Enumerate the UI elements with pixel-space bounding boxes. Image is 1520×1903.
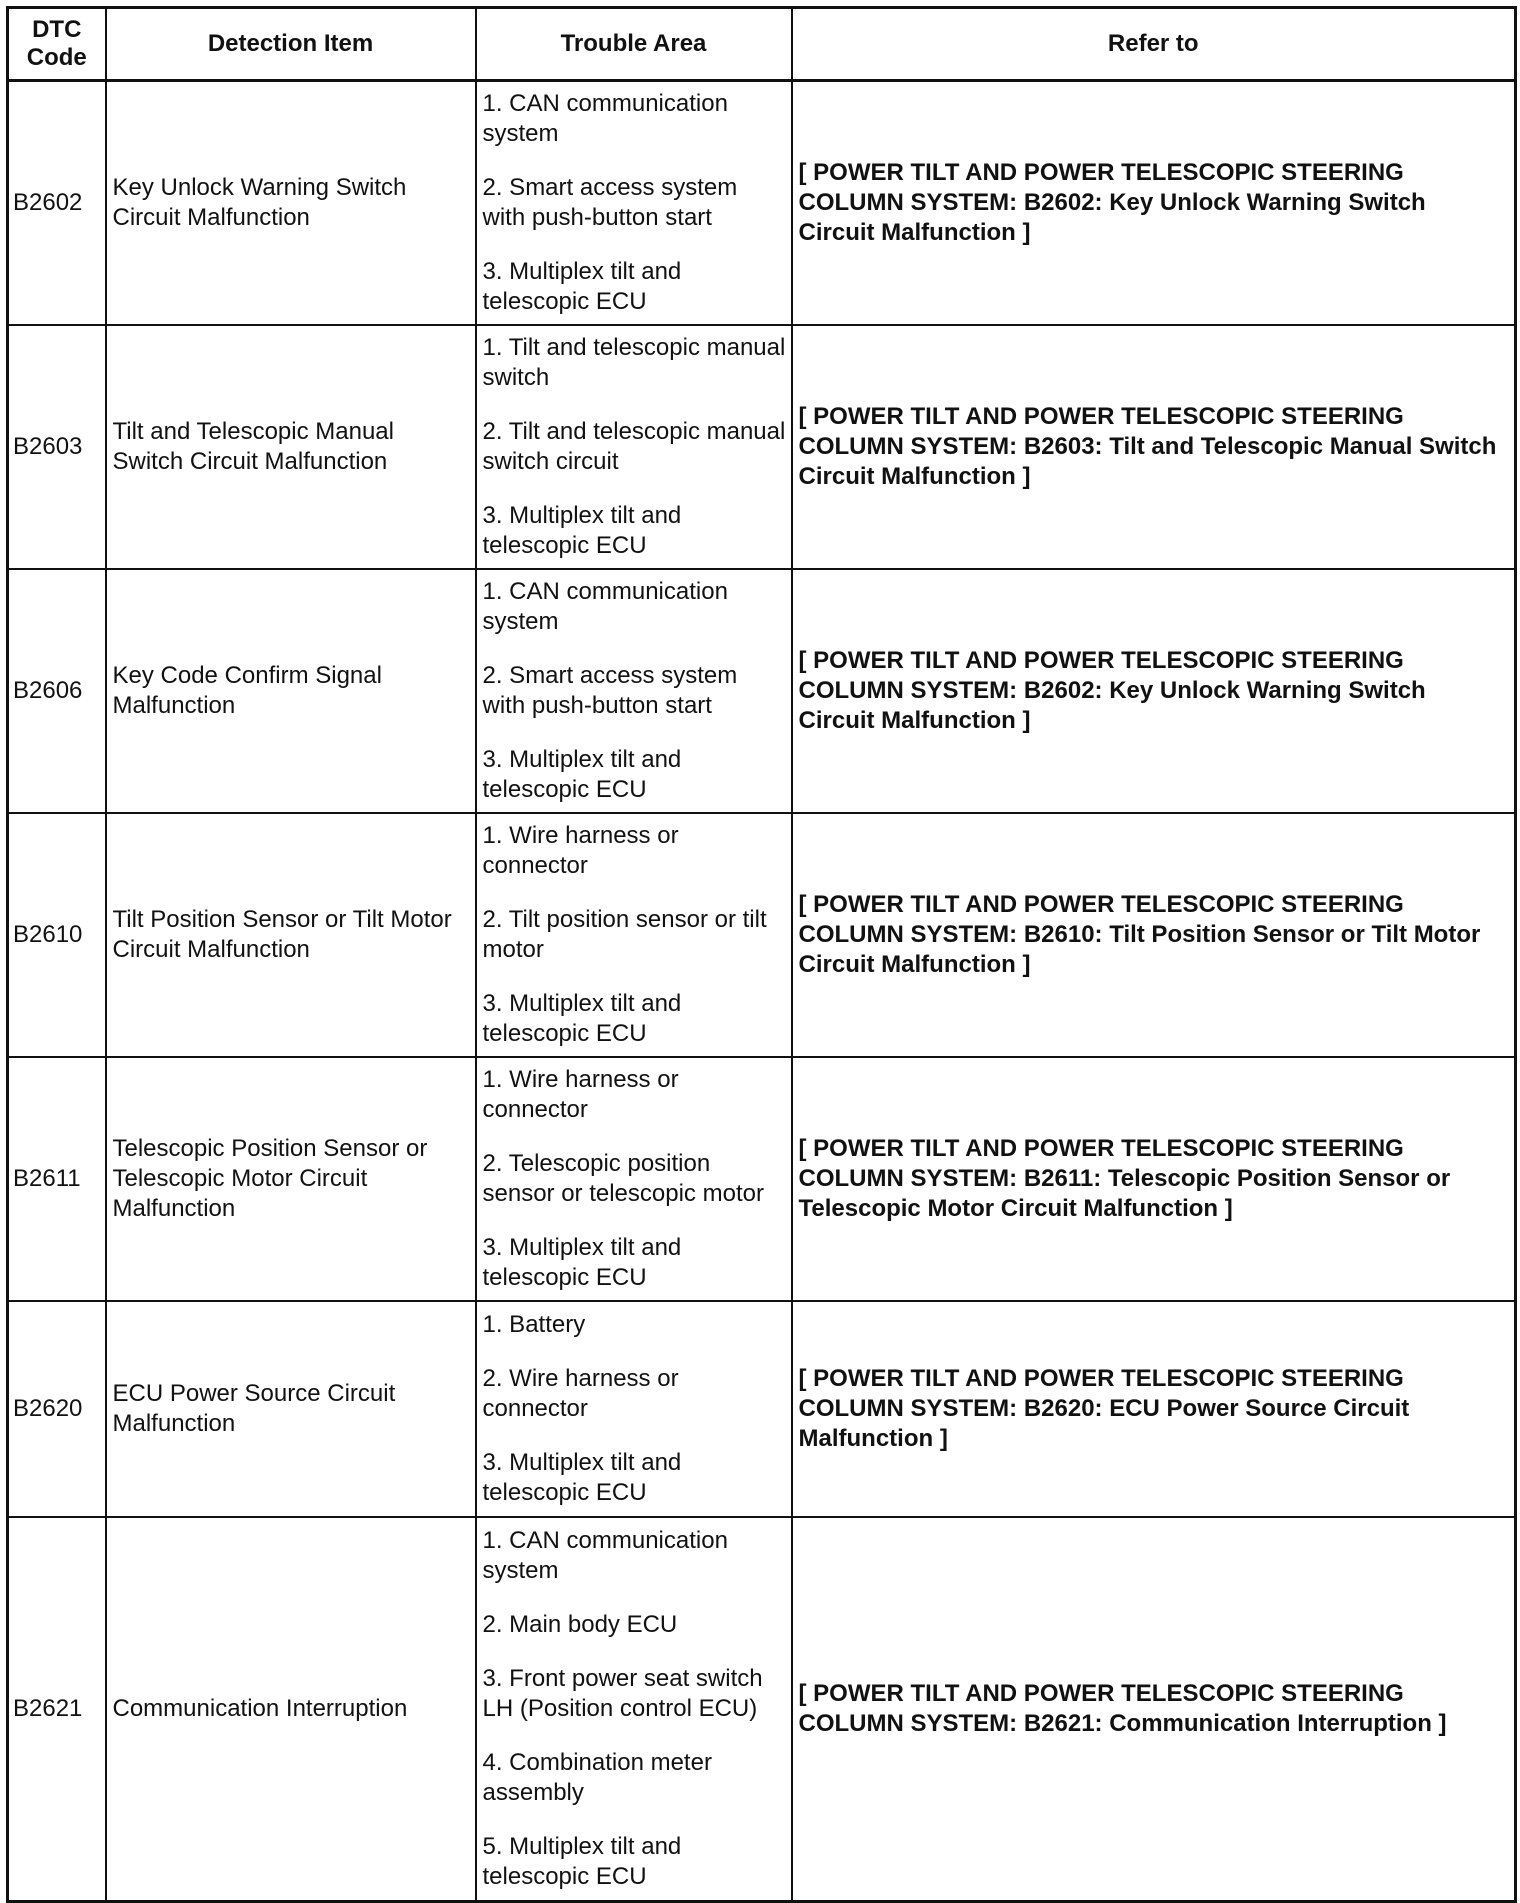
trouble-area-item: 1. Wire harness or connector <box>482 1066 679 1123</box>
refer-to-link[interactable]: [ POWER TILT AND POWER TELESCOPIC STEERING COLUMN SYSTEM: B2621: Communication Interruption ] <box>792 1517 1516 1902</box>
dtc-code-cell: B2610 <box>8 813 106 1057</box>
refer-to-link[interactable]: [ POWER TILT AND POWER TELESCOPIC STEERING COLUMN SYSTEM: B2610: Tilt Position Sensor or Tilt Motor Circuit Malfunction ] <box>792 813 1516 1057</box>
trouble-area-item: 2. Smart access system with push-button start <box>482 174 738 231</box>
refer-to-link[interactable]: [ POWER TILT AND POWER TELESCOPIC STEERING COLUMN SYSTEM: B2603: Tilt and Telescopic Manual Switch Circuit Malfunction ] <box>792 325 1516 569</box>
table-row <box>8 813 1516 1057</box>
table-row <box>8 1301 1516 1517</box>
trouble-area-item: 3. Multiplex tilt and telescopic ECU <box>482 502 682 559</box>
refer-to-link[interactable]: [ POWER TILT AND POWER TELESCOPIC STEERING COLUMN SYSTEM: B2611: Telescopic Position Sensor or Telescopic Motor Circuit Malfunction ] <box>792 1057 1516 1301</box>
trouble-area-item: 3. Front power seat switch LH (Position control ECU) <box>482 1665 763 1722</box>
trouble-area-item: 1. CAN communication system <box>482 90 728 147</box>
dtc-code-cell: B2620 <box>8 1301 106 1517</box>
trouble-area-cell <box>476 325 792 569</box>
refer-to-link[interactable]: [ POWER TILT AND POWER TELESCOPIC STEERING COLUMN SYSTEM: B2620: ECU Power Source Circuit Malfunction ] <box>792 1301 1516 1517</box>
detection-item-cell: Key Unlock Warning Switch Circuit Malfunction <box>106 81 476 326</box>
detection-item-cell: Communication Interruption <box>106 1517 476 1902</box>
trouble-area-cell <box>476 81 792 326</box>
trouble-area-cell <box>476 1517 792 1902</box>
table-row <box>8 1517 1516 1902</box>
trouble-area-cell <box>476 1057 792 1301</box>
trouble-area-item: 5. Multiplex tilt and telescopic ECU <box>482 1833 682 1890</box>
trouble-area-cell <box>476 569 792 813</box>
trouble-area-item: 3. Multiplex tilt and telescopic ECU <box>482 746 682 803</box>
trouble-area-item: 4. Combination meter assembly <box>482 1749 712 1806</box>
header-dtc-code: DTC Code <box>8 8 106 81</box>
header-refer-to: Refer to <box>792 8 1516 81</box>
trouble-area-item: 1. Wire harness or connector <box>482 822 679 879</box>
trouble-area-item: 2. Tilt position sensor or tilt motor <box>482 906 767 963</box>
trouble-area-cell <box>476 1301 792 1517</box>
dtc-code-cell: B2611 <box>8 1057 106 1301</box>
trouble-area-item: 2. Tilt and telescopic manual switch circuit <box>482 418 786 475</box>
dtc-code-cell: B2602 <box>8 81 106 326</box>
detection-item-cell: Tilt and Telescopic Manual Switch Circuit Malfunction <box>106 325 476 569</box>
trouble-area-item: 3. Multiplex tilt and telescopic ECU <box>482 990 682 1047</box>
trouble-area-cell <box>476 813 792 1057</box>
dtc-code-cell: B2603 <box>8 325 106 569</box>
table-row <box>8 1057 1516 1301</box>
refer-to-link[interactable]: [ POWER TILT AND POWER TELESCOPIC STEERING COLUMN SYSTEM: B2602: Key Unlock Warning Switch Circuit Malfunction ] <box>792 569 1516 813</box>
trouble-area-item: 1. CAN communication system <box>482 578 728 635</box>
refer-to-link[interactable]: [ POWER TILT AND POWER TELESCOPIC STEERING COLUMN SYSTEM: B2602: Key Unlock Warning Switch Circuit Malfunction ] <box>792 81 1516 326</box>
table-row <box>8 569 1516 813</box>
trouble-area-item: 2. Main body ECU <box>482 1611 678 1638</box>
detection-item-cell: Key Code Confirm Signal Malfunction <box>106 569 476 813</box>
dtc-code-cell: B2606 <box>8 569 106 813</box>
header-detection-item: Detection Item <box>106 8 476 81</box>
header-trouble-area: Trouble Area <box>476 8 792 81</box>
trouble-area-item: 3. Multiplex tilt and telescopic ECU <box>482 258 682 315</box>
trouble-area-item: 2. Wire harness or connector <box>482 1365 679 1422</box>
dtc-code-cell: B2621 <box>8 1517 106 1902</box>
trouble-area-item: 1. Tilt and telescopic manual switch <box>482 334 786 391</box>
trouble-area-item: 1. Battery <box>482 1311 586 1338</box>
detection-item-cell: ECU Power Source Circuit Malfunction <box>106 1301 476 1517</box>
dtc-table <box>6 6 1517 1903</box>
detection-item-cell: Tilt Position Sensor or Tilt Motor Circuit Malfunction <box>106 813 476 1057</box>
header-row <box>8 8 1516 81</box>
trouble-area-item: 3. Multiplex tilt and telescopic ECU <box>482 1234 682 1291</box>
trouble-area-item: 2. Telescopic position sensor or telescopic motor <box>482 1150 764 1207</box>
trouble-area-item: 2. Smart access system with push-button start <box>482 662 738 719</box>
trouble-area-item: 3. Multiplex tilt and telescopic ECU <box>482 1449 682 1506</box>
trouble-area-item: 1. CAN communication system <box>482 1527 728 1584</box>
detection-item-cell: Telescopic Position Sensor or Telescopic Motor Circuit Malfunction <box>106 1057 476 1301</box>
table-row <box>8 81 1516 326</box>
table-row <box>8 325 1516 569</box>
